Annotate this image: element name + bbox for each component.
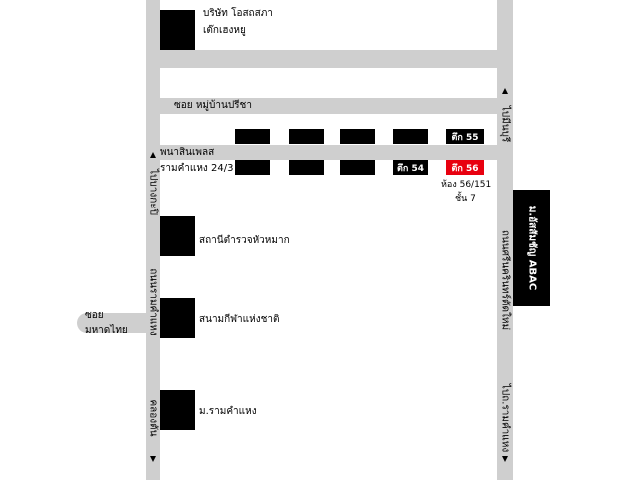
- left-road-down-arrow: [150, 456, 156, 462]
- left-road-khlongton-label: คลองตัน: [147, 399, 159, 437]
- right-road-to-minburi-label: ไปมีนบุรี: [499, 105, 511, 143]
- right-road-srinakarin-label: ถนนศรีนครินทร์ตัดใหม่: [499, 229, 511, 331]
- ramkhamhaeng-address-label: รามคำแหง 24/3: [160, 163, 234, 174]
- building-block: [289, 129, 324, 144]
- right-road-down-arrow: [502, 456, 508, 462]
- building-block: [289, 160, 324, 175]
- stadium-building: [160, 298, 195, 338]
- police-station-label: สถานีตำรวจหัวหมาก: [199, 235, 290, 246]
- road-soi-mahatthai: [77, 310, 146, 336]
- building-block: [340, 160, 375, 175]
- building-55: [446, 129, 484, 144]
- company-label-line1: บริษัท โอสถสภา: [203, 8, 273, 19]
- building-56-label: ตึก 56: [451, 163, 479, 174]
- left-road-up-arrow: [150, 152, 156, 158]
- road-top-horizontal: [146, 50, 513, 68]
- right-road-to-ramkhamhaeng-label: ไปถ.รามคำแหง: [499, 383, 511, 453]
- building-block: [235, 129, 270, 144]
- left-road-ramkhamhaeng-label: ถนนรามคำแหง: [147, 268, 159, 336]
- soi-mahatthai-label: ซอยมหาดไทย: [85, 310, 128, 336]
- building-block: [393, 129, 428, 144]
- floor-label: ชั้น 7: [455, 194, 476, 204]
- soi-village-label: ซอย หมู่บ้านปรีชา: [174, 100, 252, 111]
- building-block: [340, 129, 375, 144]
- company-building: [160, 10, 195, 50]
- building-54: [393, 160, 428, 175]
- police-station-building: [160, 216, 195, 256]
- building-56-highlighted: [446, 160, 484, 175]
- right-road-up-arrow: [502, 88, 508, 94]
- building-55-label: ตึก 55: [451, 132, 479, 143]
- abac-label: ม.อัสสัมชัญ ABAC: [526, 205, 537, 291]
- university-label: ม.รามคำแหง: [199, 406, 257, 417]
- left-road-to-bangkapi-label: ไปบางกะปิ: [147, 169, 159, 215]
- university-building: [160, 390, 195, 430]
- abac-building: [513, 190, 550, 306]
- building-block: [235, 160, 270, 175]
- building-54-label: ตึก 54: [397, 163, 424, 174]
- stadium-label: สนามกีฬาแห่งชาติ: [199, 314, 280, 325]
- company-label-line2: เต๊กเฮงหยู: [203, 25, 246, 36]
- room-number-label: ห้อง 56/151: [441, 180, 492, 190]
- panasin-place-label: พนาสินเพลส: [160, 147, 215, 158]
